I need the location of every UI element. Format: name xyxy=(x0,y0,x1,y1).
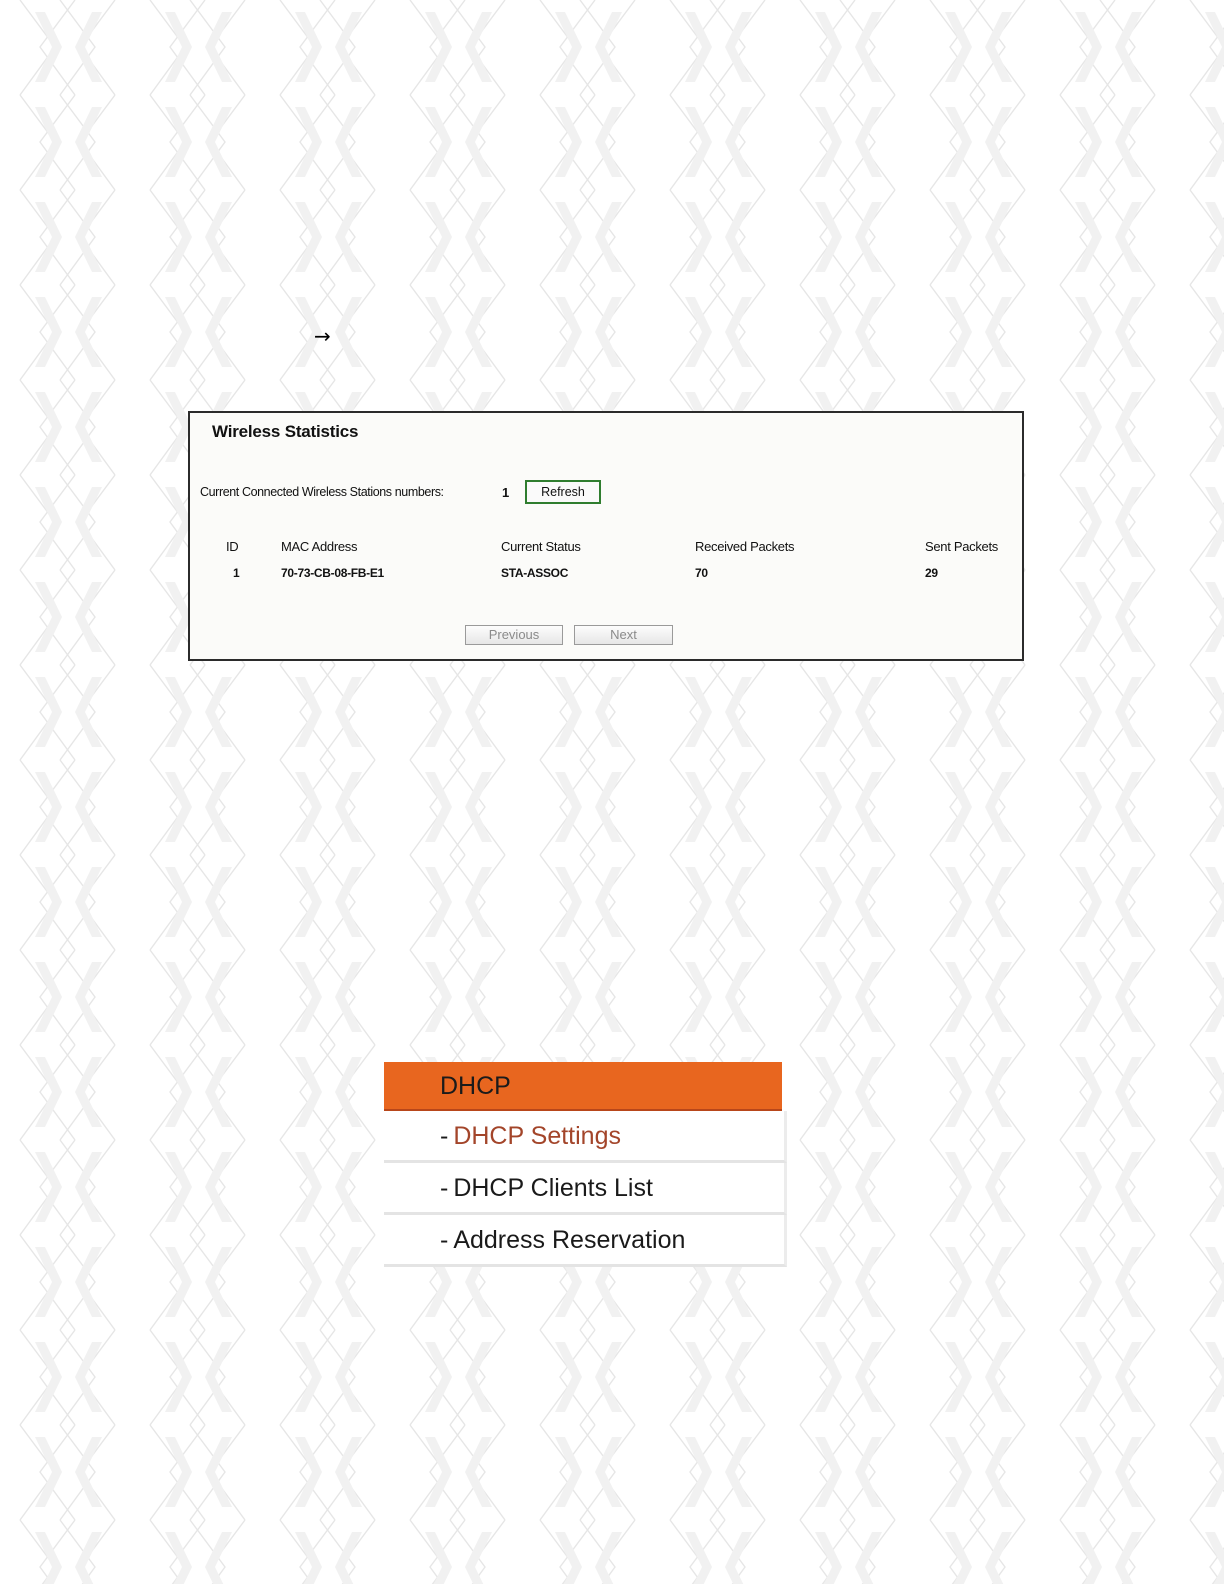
column-header-received-packets: Received Packets xyxy=(695,539,795,554)
column-header-sent-packets: Sent Packets xyxy=(925,539,998,554)
column-header-current-status: Current Status xyxy=(501,539,581,554)
dhcp-menu xyxy=(384,1062,787,1267)
menu-item-label: DHCP Clients List xyxy=(453,1174,653,1202)
menu-item-dash: - xyxy=(440,1122,449,1150)
next-button[interactable]: Next xyxy=(574,625,673,645)
panel-title: Wireless Statistics xyxy=(212,422,359,441)
menu-item-dhcp-settings[interactable] xyxy=(384,1111,787,1163)
cell-received-packets: 70 xyxy=(695,566,708,580)
refresh-button[interactable]: Refresh xyxy=(525,480,601,504)
arrow-right-icon: → xyxy=(314,324,331,348)
cell-id: 1 xyxy=(233,566,240,580)
cell-current-status: STA-ASSOC xyxy=(501,566,569,580)
menu-item-label: Address Reservation xyxy=(453,1226,686,1254)
menu-item-label: DHCP Settings xyxy=(453,1122,621,1150)
menu-item-dash: - xyxy=(440,1174,449,1202)
stations-count-label: Current Connected Wireless Stations numbers: xyxy=(200,485,444,499)
menu-header-dhcp[interactable]: DHCP xyxy=(384,1062,782,1111)
menu-item-address-reservation[interactable] xyxy=(384,1215,787,1267)
menu-item-dhcp-clients-list[interactable] xyxy=(384,1163,787,1215)
cell-mac-address: 70-73-CB-08-FB-E1 xyxy=(281,566,384,580)
column-header-id: ID xyxy=(226,539,239,554)
menu-item-dash: - xyxy=(440,1226,449,1254)
column-header-mac-address: MAC Address xyxy=(281,539,358,554)
wireless-statistics-panel xyxy=(188,411,1024,661)
previous-button[interactable]: Previous xyxy=(465,625,563,645)
cell-sent-packets: 29 xyxy=(925,566,938,580)
stations-count-value: 1 xyxy=(502,485,510,500)
